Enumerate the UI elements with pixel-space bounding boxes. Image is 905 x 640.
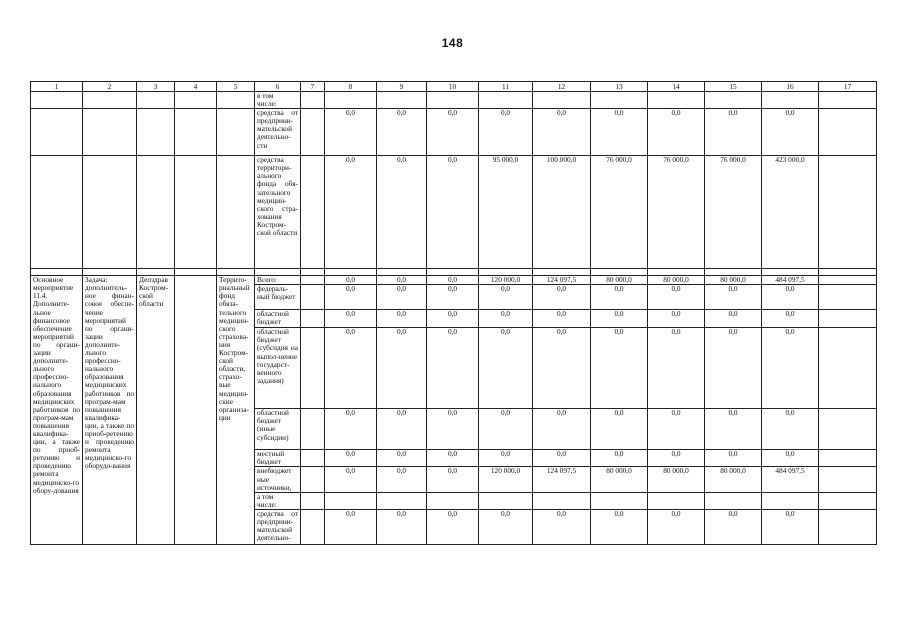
value-col-11 (479, 492, 533, 509)
value-col-9: 0,0 (377, 276, 427, 285)
value-col-8: 0,0 (325, 467, 377, 492)
empty-col-15 (705, 269, 762, 276)
empty-col-7 (301, 409, 325, 450)
value-col-9: 0,0 (377, 450, 427, 467)
value-col-14: 76 000,0 (648, 156, 705, 269)
value-col-17 (819, 276, 877, 285)
value-col-11: 0,0 (479, 109, 533, 156)
activity-name: Основное мероприятие 11.4. Дополните-льное финансовое обеспечение мероприятий по органи-зации дополните-льного профессио-нального образования медицинских работников по програм-мам повышения квалифика-ции, а также по приоб-ретению и проведению ремонта медицинско-го обору-дования (31, 276, 83, 545)
value-col-16 (762, 92, 819, 109)
value-col-15: 0,0 (705, 509, 762, 544)
value-col-12: 0,0 (533, 285, 591, 310)
source-label-line: а том (257, 492, 274, 501)
source-label: областной бюджет (иные субсидии) (255, 409, 301, 450)
value-col-9: 0,0 (377, 156, 427, 269)
empty-col-2 (83, 109, 137, 156)
task-description: Задача: дополнитель-ное финан-совое обеспе-чение мероприятий по органи-зации дополните-льного профессио-нального образования медицинских работников по програм-мам повышения квалифика-ции, а также по приоб-ретению и проведению ремонта медицинско-го оборудо-вания (83, 276, 137, 545)
value-col-9: 0,0 (377, 467, 427, 492)
value-col-11: 0,0 (479, 285, 533, 310)
source-label: областной бюджет (субсидия на выпол-нение государст-венного задания) (255, 328, 301, 409)
co-executor (175, 276, 217, 545)
empty-col-3 (137, 92, 175, 109)
value-col-11: 95 000,0 (479, 156, 533, 269)
value-col-12: 0,0 (533, 310, 591, 328)
value-col-17 (819, 310, 877, 328)
value-col-13 (591, 92, 648, 109)
source-label-line: числе: (257, 99, 277, 109)
value-col-9: 0,0 (377, 328, 427, 409)
value-col-10: 0,0 (427, 310, 479, 328)
value-col-17 (819, 156, 877, 269)
value-col-17 (819, 409, 877, 450)
value-col-12: 0,0 (533, 509, 591, 544)
value-col-13: 0,0 (591, 409, 648, 450)
value-col-17 (819, 492, 877, 509)
empty-col-5 (217, 156, 255, 269)
empty-col-7 (301, 509, 325, 544)
header-col-7: 7 (301, 82, 325, 92)
value-col-14: 80 000,0 (648, 467, 705, 492)
value-col-8: 0,0 (325, 285, 377, 310)
value-col-8: 0,0 (325, 109, 377, 156)
value-col-15: 0,0 (705, 285, 762, 310)
value-col-11: 120 000,0 (479, 276, 533, 285)
value-col-15 (705, 492, 762, 509)
header-col-13: 13 (591, 82, 648, 92)
value-col-9: 0,0 (377, 310, 427, 328)
value-col-9: 0,0 (377, 409, 427, 450)
source-label: федераль-ный бюджет (255, 285, 301, 310)
value-col-16: 0,0 (762, 450, 819, 467)
value-col-16: 484 097,5 (762, 276, 819, 285)
value-col-10: 0,0 (427, 285, 479, 310)
value-col-10: 0,0 (427, 450, 479, 467)
value-col-13 (591, 492, 648, 509)
value-col-15: 0,0 (705, 328, 762, 409)
value-col-10: 0,0 (427, 467, 479, 492)
empty-col-5 (217, 109, 255, 156)
header-col-12: 12 (533, 82, 591, 92)
value-col-8: 0,0 (325, 450, 377, 467)
value-col-13: 0,0 (591, 310, 648, 328)
empty-col-13 (591, 269, 648, 276)
empty-col-2 (83, 92, 137, 109)
header-col-6: 6 (255, 82, 301, 92)
value-col-13: 0,0 (591, 450, 648, 467)
value-col-13: 0,0 (591, 509, 648, 544)
value-col-13: 0,0 (591, 285, 648, 310)
empty-col-10 (427, 269, 479, 276)
value-col-17 (819, 109, 877, 156)
value-col-16: 0,0 (762, 328, 819, 409)
value-col-13: 0,0 (591, 109, 648, 156)
table-row (31, 276, 877, 285)
header-col-10: 10 (427, 82, 479, 92)
source-label: средства от предприни-мательской деятельно-сти (255, 109, 301, 156)
value-col-11: 120 000,0 (479, 467, 533, 492)
value-col-10: 0,0 (427, 328, 479, 409)
value-col-14: 0,0 (648, 409, 705, 450)
empty-col-7 (301, 285, 325, 310)
table-row (31, 156, 877, 269)
source-label: средства территори-ального фонда обя-зательного медицин-ского стра-хования Костром-ской области (255, 156, 301, 269)
empty-col-3 (137, 269, 175, 276)
value-col-12: 0,0 (533, 328, 591, 409)
value-col-8: 0,0 (325, 156, 377, 269)
value-col-9: 0,0 (377, 509, 427, 544)
value-col-16: 484 097,5 (762, 467, 819, 492)
value-col-14: 0,0 (648, 109, 705, 156)
header-col-9: 9 (377, 82, 427, 92)
header-col-3: 3 (137, 82, 175, 92)
value-col-11: 0,0 (479, 310, 533, 328)
budget-table (30, 81, 877, 545)
value-col-12 (533, 92, 591, 109)
value-col-10: 0,0 (427, 156, 479, 269)
empty-col-7 (301, 269, 325, 276)
source-label (255, 492, 301, 509)
value-col-15 (705, 92, 762, 109)
value-col-12: 0,0 (533, 450, 591, 467)
value-col-17 (819, 328, 877, 409)
value-col-11 (479, 92, 533, 109)
value-col-10: 0,0 (427, 509, 479, 544)
empty-col-3 (137, 156, 175, 269)
value-col-13: 0,0 (591, 328, 648, 409)
empty-col-2 (83, 156, 137, 269)
value-col-15: 0,0 (705, 409, 762, 450)
empty-col-3 (137, 109, 175, 156)
source-label (255, 92, 301, 109)
value-col-14: 0,0 (648, 310, 705, 328)
empty-col-1 (31, 92, 83, 109)
empty-col-7 (301, 109, 325, 156)
value-col-15: 76 000,0 (705, 156, 762, 269)
value-col-8: 0,0 (325, 409, 377, 450)
empty-col-14 (648, 269, 705, 276)
value-col-14: 0,0 (648, 285, 705, 310)
value-col-11: 0,0 (479, 409, 533, 450)
source-label-line: в том (257, 91, 274, 100)
source-label-line: числе: (257, 499, 277, 509)
value-col-16: 0,0 (762, 285, 819, 310)
value-col-15: 0,0 (705, 450, 762, 467)
header-col-17: 17 (819, 82, 877, 92)
header-col-14: 14 (648, 82, 705, 92)
value-col-12: 124 097,5 (533, 467, 591, 492)
empty-col-7 (301, 492, 325, 509)
value-col-14 (648, 92, 705, 109)
value-col-16: 0,0 (762, 310, 819, 328)
value-col-9 (377, 492, 427, 509)
value-col-8: 0,0 (325, 509, 377, 544)
value-col-13: 80 000,0 (591, 467, 648, 492)
value-col-10 (427, 92, 479, 109)
header-col-5: 5 (217, 82, 255, 92)
value-col-14: 80 000,0 (648, 276, 705, 285)
empty-col-4 (175, 269, 217, 276)
source-label: местный бюджет (255, 450, 301, 467)
value-col-11: 0,0 (479, 328, 533, 409)
empty-col-11 (479, 269, 533, 276)
value-col-12: 0,0 (533, 409, 591, 450)
value-col-8: 0,0 (325, 310, 377, 328)
header-col-4: 4 (175, 82, 217, 92)
table-row (31, 109, 877, 156)
header-col-11: 11 (479, 82, 533, 92)
value-col-14 (648, 492, 705, 509)
value-col-17 (819, 509, 877, 544)
empty-col-7 (301, 276, 325, 285)
empty-col-4 (175, 156, 217, 269)
value-col-9: 0,0 (377, 109, 427, 156)
table-row-gap (31, 269, 877, 276)
empty-col-4 (175, 109, 217, 156)
value-col-15: 0,0 (705, 310, 762, 328)
executor: Депздрав Костром-ской области (137, 276, 175, 545)
value-col-8 (325, 92, 377, 109)
empty-col-6 (255, 269, 301, 276)
value-col-8: 0,0 (325, 276, 377, 285)
value-col-16: 0,0 (762, 509, 819, 544)
table-body (31, 92, 877, 545)
empty-col-5 (217, 92, 255, 109)
empty-col-7 (301, 467, 325, 492)
value-col-9: 0,0 (377, 285, 427, 310)
header-row-numbers (31, 82, 877, 92)
value-col-8 (325, 492, 377, 509)
empty-col-9 (377, 269, 427, 276)
source-label: средства от предприни-мательской деятельно- (255, 509, 301, 544)
source-label: внебюджет ные источники, (255, 467, 301, 492)
page-number: 148 (441, 36, 464, 50)
value-col-10 (427, 492, 479, 509)
value-col-9 (377, 92, 427, 109)
empty-col-7 (301, 450, 325, 467)
header-col-2: 2 (83, 82, 137, 92)
value-col-13: 76 000,0 (591, 156, 648, 269)
value-col-15: 80 000,0 (705, 276, 762, 285)
value-col-17 (819, 92, 877, 109)
value-col-16: 0,0 (762, 409, 819, 450)
value-col-12: 124 097,5 (533, 276, 591, 285)
empty-col-7 (301, 156, 325, 269)
value-col-10: 0,0 (427, 409, 479, 450)
empty-col-1 (31, 109, 83, 156)
empty-col-1 (31, 156, 83, 269)
value-col-12 (533, 492, 591, 509)
value-col-12: 0,0 (533, 109, 591, 156)
header-col-1: 1 (31, 82, 83, 92)
empty-col-16 (762, 269, 819, 276)
empty-col-8 (325, 269, 377, 276)
empty-col-7 (301, 92, 325, 109)
value-col-16: 423 000,0 (762, 156, 819, 269)
value-col-13: 80 000,0 (591, 276, 648, 285)
value-col-16: 0,0 (762, 109, 819, 156)
empty-col-2 (83, 269, 137, 276)
value-col-8: 0,0 (325, 328, 377, 409)
value-col-17 (819, 285, 877, 310)
value-col-11: 0,0 (479, 450, 533, 467)
value-col-14: 0,0 (648, 328, 705, 409)
table-row (31, 92, 877, 109)
empty-col-12 (533, 269, 591, 276)
value-col-15: 80 000,0 (705, 467, 762, 492)
empty-col-17 (819, 269, 877, 276)
empty-col-7 (301, 310, 325, 328)
value-col-17 (819, 467, 877, 492)
value-col-15: 0,0 (705, 109, 762, 156)
empty-col-7 (301, 328, 325, 409)
source-label: областной бюджет (255, 310, 301, 328)
value-col-10: 0,0 (427, 109, 479, 156)
empty-col-1 (31, 269, 83, 276)
source-label: Всего: (255, 276, 301, 285)
header-col-15: 15 (705, 82, 762, 92)
header-col-16: 16 (762, 82, 819, 92)
value-col-14: 0,0 (648, 509, 705, 544)
value-col-11: 0,0 (479, 509, 533, 544)
value-col-17 (819, 450, 877, 467)
header-col-8: 8 (325, 82, 377, 92)
value-col-16 (762, 492, 819, 509)
participants: Террито-риальный фонд обяза-тельного медицин-ского страхова-ния Костром-ской области, страхо-вые медицин-ские организа-ции (217, 276, 255, 545)
value-col-14: 0,0 (648, 450, 705, 467)
empty-col-4 (175, 92, 217, 109)
value-col-12: 100 000,0 (533, 156, 591, 269)
empty-col-5 (217, 269, 255, 276)
value-col-10: 0,0 (427, 276, 479, 285)
